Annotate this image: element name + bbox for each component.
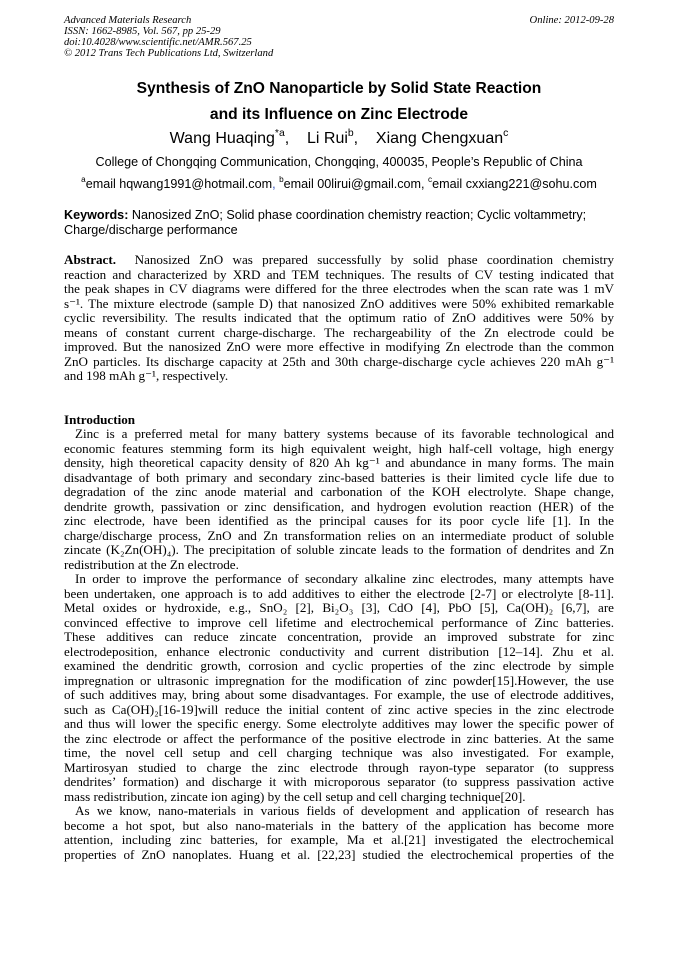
abstract-line: means of constant current charge-discharge. The rechargeability of the Zn electrode could be [64,324,614,340]
paragraph-line: properties of ZnO nanoplates. Huang et al. [22,23] studied the electrochemical properties of the [64,846,614,862]
paragraph-line: In order to improve the performance of secondary alkaline zinc electrodes, many attempts have [75,571,614,586]
paragraph-line: Metal oxides or hydroxide, e.g., SnO₂ [2], Bi₂O₃ [3], CdO [4], PbO [5], Ca(OH)₂ [6,7], are [64,600,614,615]
keywords-text: Charge/discharge performance [64,223,238,237]
issn-info: ISSN: 1662-8985, Vol. 567, pp 25-29 [64,26,221,37]
paper-title-line-1: Synthesis of ZnO Nanoparticle by Solid State Reaction [136,80,542,97]
abstract-label: Abstract. [64,252,116,267]
abstract [64,253,614,384]
paragraph-line: and thus will lower the specific energy. Some electrolyte additives may lower the specific power of [64,716,614,731]
paragraph-line: impregnation or ultrasonic impregnation for the modification of zinc powder[15].However, the use [64,672,614,688]
paragraph-line: such as Ca(OH)₂[16-19]will reduce the initial content of zinc active species in the zinc electrode [64,701,614,717]
abstract-line: improved. But the nanosized ZnO were more effective in modifying Zn electrode than the common [64,339,614,354]
paragraph-line: economic features stemming form its high equivalent weight, high half-cell voltage, high energy [64,440,614,456]
paragraph-line: dendrites’ formation) and discharge it with microporous separator (to suppress passivation active [64,774,614,789]
paragraph-line: degradation of the zinc anode material and carbonation of the KOH electrolyte. Shape change, [64,484,614,499]
email: $^c$email cxxiang221@sohu.com [428,175,597,191]
paragraph-line: electrodeposition, enhance electronic conductivity and current distribution [12–14]. Zhu et al. [64,643,614,659]
copyright: © 2012 Trans Tech Publications Ltd, Switzerland [64,48,274,59]
journal-header [64,15,273,59]
paragraph-line: Zinc is a preferred metal for many battery systems because of its favorable technological and [75,426,614,441]
section-heading-introduction: Introduction [64,412,136,427]
keywords-text: Nanosized ZnO; Solid phase coordination chemistry reaction; Cyclic voltammetry; [128,208,587,222]
paragraph-line: dendrite growth, passivation or zinc densification, and hydrogen evolution reaction (HER) of the [64,498,614,514]
abstract-line: and 198 mAh g⁻¹, respectively. [64,368,229,383]
paragraph-line: the zinc electrode or affect the performance of the positive electrode in zinc batteries. At the same [64,730,614,746]
abstract-line: cyclic reversibility. The results indicated that the optimum ratio of ZnO additives were 50% by [64,310,614,325]
paragraph-line: time, the novel cell setup and cell charging technique was also investigated. For example, [64,745,614,760]
paragraph-line: redistribution at the Zn electrode. [64,556,239,572]
paragraph-line: been undertaken, one approach is to add additives to either the electrode [2-7] or electrolyte [8-11]. [64,585,614,601]
doi: doi:10.4028/www.scientific.net/AMR.567.25 [64,37,252,48]
paragraph-line: disadvantage of both primary and secondary zinc-based batteries is their limited cycle life due to [64,469,614,485]
paragraph-line: of such additives may, bring about some disadvantages. For example, the use of electrode additives, [64,687,614,702]
abstract-line: reaction and characterized by XRD and TEM techniques. The results of CV testing indicated that [64,266,614,282]
paragraph-line: become a hot spot, but also nano-materials in the battery of the application has become more [64,817,614,833]
introduction-body [64,427,614,862]
abstract-line: ZnO particles. Its discharge capacity at 25th and 30th charge-discharge cycle achieves 220 mAh g⁻¹ [64,353,614,369]
paragraph-line: attention, including zinc batteries, for example, Ma et al.[21] investigated the electrochemical [64,832,614,847]
email-list: $^a$email hqwang1991@hotmail.com, $^b$email 00lirui@gmail.com, $^c$email cxxiang221@sohu.com [81,175,597,191]
author: Wang Huaqing$^{*a}$ [169,128,285,147]
abstract-line: the peak shapes in CV diagrams were differed for the three electrodes when the scan rate was 1 mV [64,281,614,296]
paragraph-line: charge/discharge process, ZnO and Zn transformation relies on an intermediate product of soluble [64,527,614,543]
email: $^a$email hqwang1991@hotmail.com [81,175,273,191]
paragraph-line: examined the dendritic growth, corrosion and cyclic properties of the zinc electrode by simple [64,658,614,673]
paragraph-line: convinced effective to improve cell lifetime and electrochemical performance of Zinc batteries. [64,614,614,630]
keywords-label: Keywords: [64,208,129,222]
email: $^b$email 00lirui@gmail.com [279,175,422,191]
abstract-line: s⁻¹. The mixture electrode (sample D) that nanosized ZnO additives were 50% exhibited remarkable [64,295,614,311]
journal-name: Advanced Materials Research [64,15,192,26]
keywords [64,208,614,238]
paragraph-line: zincate (K₂Zn(OH)₄). The precipitation of soluble zincate leads to the formation of dendrites and Zn [64,542,614,557]
paragraph-line: mass redistribution, zincate ion aging) by the cell setup and cell charging technique[20]. [64,788,526,804]
affiliation: College of Chongqing Communication, Chongqing, 400035, People’s Republic of China [95,155,583,169]
paragraph-line: zinc electrode, have been identified as the principal causes for its poor cycle life [1]. In the [64,513,614,528]
abstract-line: Abstract. Nanosized ZnO was prepared successfully by solid phase coordination chemistry [64,252,614,267]
paragraph-line: Martirosyan studied to charge the zinc electrode through rayon-type separator (to suppress [64,759,614,775]
author: Xiang Chengxuan$^c$ [375,128,509,147]
paragraph-line: These additives can reduce zincate concentration, provide an improved substrate for zinc [64,629,614,644]
author: Li Rui$^b$ [306,128,354,147]
paragraph-line: density, high theoretical capacity density of 820 Ah kg⁻¹ and abundance in many forms. The main [64,455,614,470]
online-date: Online: 2012-09-28 [529,15,614,26]
paper-title-line-2: and its Influence on Zinc Electrode [209,106,469,123]
author-list: Wang Huaqing$^{*a}$, Li Rui$^b$, Xiang Chengxuan$^c$ [169,128,509,147]
paragraph-line: As we know, nano-materials in various fields of development and application of research has [75,803,614,818]
